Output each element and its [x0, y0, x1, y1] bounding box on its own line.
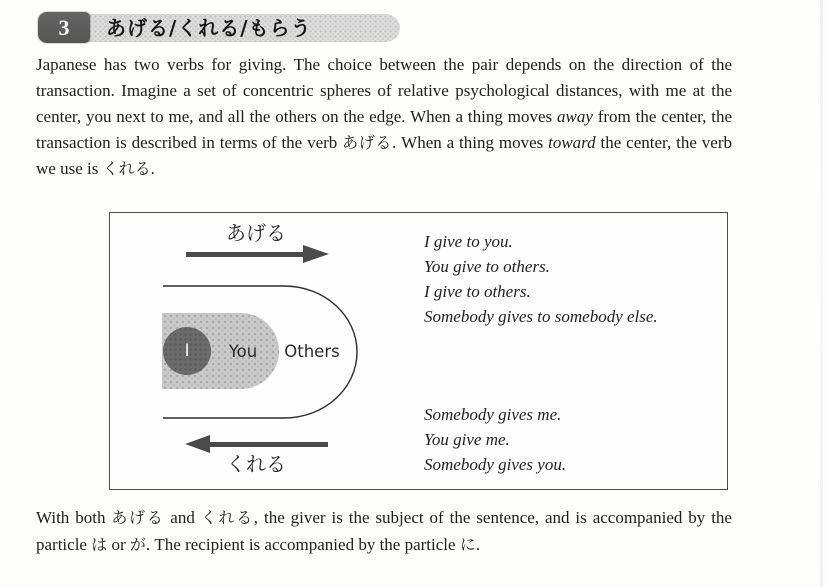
intro-italic-away: away [556, 107, 593, 126]
kureru-arrow-shaft [209, 442, 328, 447]
example-sentence: You give me. [424, 430, 510, 449]
closing-paragraph [36, 504, 732, 558]
example-sentence: Somebody gives you. [424, 455, 567, 474]
i-sphere [163, 327, 211, 375]
closing-jp-wa: は [91, 535, 108, 554]
intro-text: Japanese has two verbs for giving. The choice between the pair depends on the direction of the transaction. Imagine a set of concentric spheres of relative psychological distances, with me at the center, you next to me, and all the others on the edge. When a thing moves [36, 55, 732, 126]
inward-example-sentences [424, 402, 566, 477]
kureru-arrow-label: くれる [226, 452, 286, 476]
closing-jp-ni: に [459, 535, 476, 554]
intro-text: from the center, the transaction is described in terms of the verb [36, 107, 732, 152]
closing-text: or [107, 535, 130, 554]
intro-jp-ageru: あげる [342, 133, 393, 152]
i-sphere-label: I [184, 340, 190, 361]
intro-jp-kureru: くれる [102, 159, 151, 178]
ageru-arrow-label: あげる [226, 221, 286, 245]
example-sentence: Somebody gives me. [424, 405, 562, 424]
closing-text: . [475, 535, 481, 554]
closing-text: and [164, 508, 201, 527]
closing-jp-ageru: あげる [111, 508, 165, 527]
closing-text: . The recipient is accompanied by the particle [145, 535, 460, 554]
lesson-number: 3 [58, 14, 70, 40]
closing-jp-ga: が [129, 535, 146, 554]
page-scan-edge [820, 0, 823, 587]
example-sentence: Somebody gives to somebody else. [424, 307, 658, 326]
lesson-number-badge [38, 12, 90, 43]
closing-text: , the giver is the subject of the sentence, and is accompanied by the particle [36, 508, 732, 554]
you-sphere-label: You [228, 342, 258, 361]
example-sentence: I give to others. [424, 282, 531, 301]
intro-paragraph [36, 52, 732, 182]
giving-direction-diagram [109, 212, 728, 490]
intro-text: the center, the verb we use is [36, 133, 732, 178]
closing-text: With both [36, 508, 112, 527]
others-sphere-label: Others [284, 342, 340, 361]
intro-italic-toward: toward [548, 133, 596, 152]
example-sentence: You give to others. [424, 257, 550, 276]
intro-text: . [150, 159, 155, 178]
kureru-arrow-left-icon [185, 435, 210, 453]
lesson-title-bar [38, 14, 400, 42]
example-sentence: I give to you. [424, 232, 513, 251]
outward-example-sentences [424, 229, 658, 329]
intro-text: . When a thing moves [392, 133, 549, 152]
closing-jp-kureru: くれる [200, 508, 254, 527]
lesson-title: あげる/くれる/もらう [106, 16, 312, 40]
